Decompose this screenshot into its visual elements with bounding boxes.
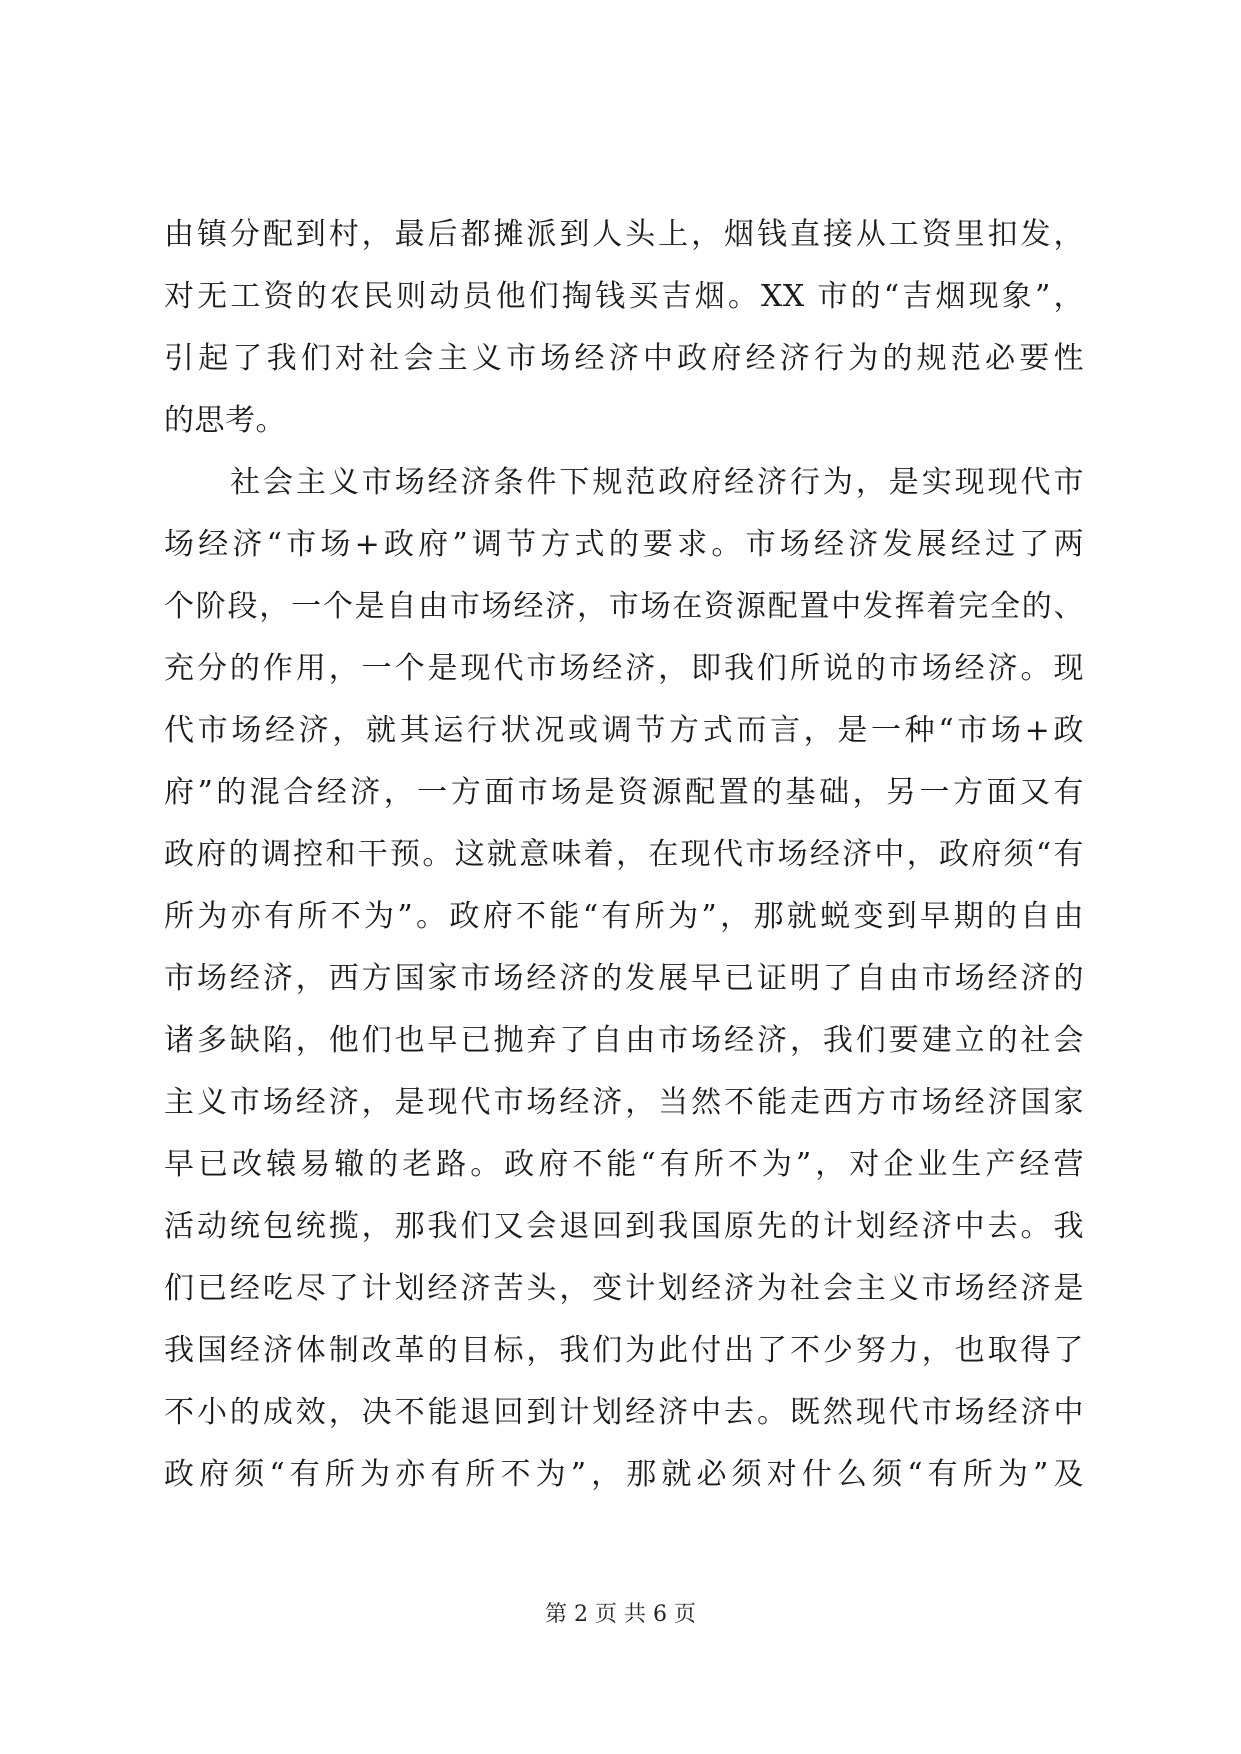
text-line: 主义市场经济，是现代市场经济，当然不能走西方市场经济国家 [164,1085,1084,1120]
text-line: 由镇分配到村，最后都摊派到人头上，烟钱直接从工资里扣发， [164,217,1084,252]
text-line: 政府的调控和干预。这就意味着，在现代市场经济中，政府须“有 [164,837,1084,872]
paragraph-2 [164,452,1084,1506]
text-line: 们已经吃尽了计划经济苦头，变计划经济为社会主义市场经济是 [164,1271,1084,1306]
text-line: 代市场经济，就其运行状况或调节方式而言，是一种“市场+政 [164,713,1084,748]
text-line: 社会主义市场经济条件下规范政府经济行为，是实现现代市 [230,465,1084,500]
page-footer [0,1600,1241,1630]
text-line: 市场经济，西方国家市场经济的发展早已证明了自由市场经济的 [164,961,1084,996]
text-line: 早已改辕易辙的老路。政府不能“有所不为”，对企业生产经营 [164,1147,1084,1182]
text-line: 充分的作用，一个是现代市场经济，即我们所说的市场经济。现 [164,651,1084,686]
text-line: 的思考。 [164,403,286,438]
text-line: 府”的混合经济，一方面市场是资源配置的基础，另一方面又有 [164,775,1084,810]
text-line: 政府须“有所为亦有所不为”，那就必须对什么须“有所为”及 [164,1457,1084,1492]
text-line: 不小的成效，决不能退回到计划经济中去。既然现代市场经济中 [164,1395,1084,1430]
text-line: 引起了我们对社会主义市场经济中政府经济行为的规范必要性 [164,341,1084,376]
text-line: 活动统包统揽，那我们又会退回到我国原先的计划经济中去。我 [164,1209,1084,1244]
text-line: 个阶段，一个是自由市场经济，市场在资源配置中发挥着完全的、 [164,589,1084,624]
text-line: 对无工资的农民则动员他们掏钱买吉烟。XX 市的“吉烟现象”， [164,279,1084,314]
paragraph-1 [164,204,1084,452]
text-line: 我国经济体制改革的目标，我们为此付出了不少努力，也取得了 [164,1333,1084,1368]
page-number-indicator: 第 2 页 共 6 页 [545,1602,696,1627]
document-body [164,204,1084,1506]
text-line: 场经济“市场+政府”调节方式的要求。市场经济发展经过了两 [164,527,1084,562]
text-line: 诸多缺陷，他们也早已抛弃了自由市场经济，我们要建立的社会 [164,1023,1084,1058]
text-line: 所为亦有所不为”。政府不能“有所为”，那就蜕变到早期的自由 [164,899,1084,934]
